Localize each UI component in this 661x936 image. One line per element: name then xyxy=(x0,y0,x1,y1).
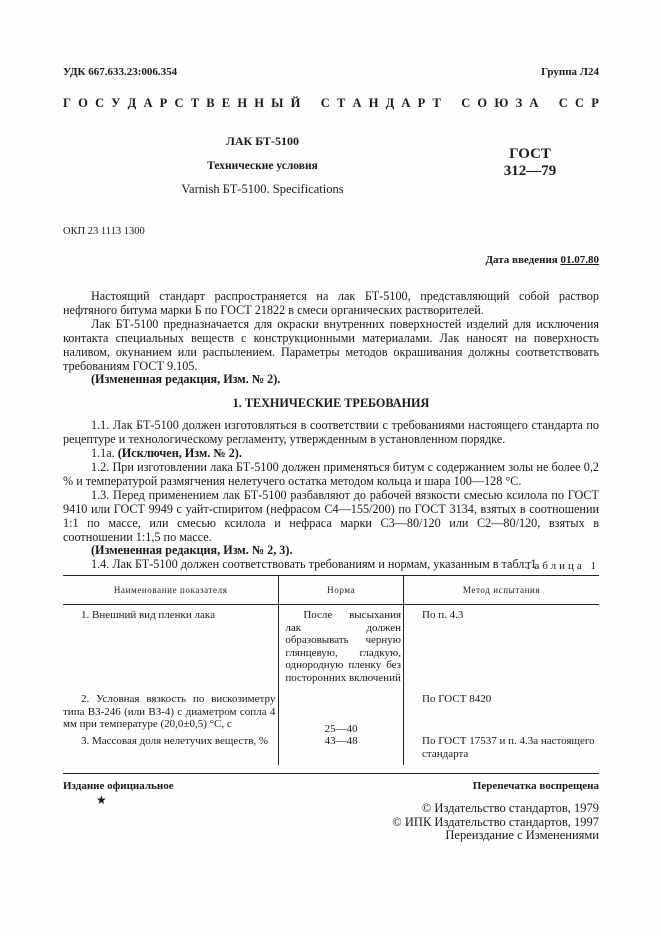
state-standard-letter: С xyxy=(461,96,471,110)
table-row xyxy=(63,735,599,765)
state-standard-letter: С xyxy=(558,96,568,110)
gost-label: ГОСТ xyxy=(509,146,551,162)
state-standard-letter: У xyxy=(111,96,121,110)
state-standard-letter: З xyxy=(515,96,523,110)
table-header-norm: Норма xyxy=(279,576,404,605)
state-standard-letter: А xyxy=(401,96,411,110)
reissue-note: Переиздание с Изменениями xyxy=(445,828,599,842)
clause-1-4: 1.4. Лак БТ-5100 должен соответствовать требованиям и нормам, указанным в табл. 1. xyxy=(91,557,540,572)
table-label: Таблица 1 xyxy=(524,560,599,572)
table-cell-indicator: 2. Условная вязкость по вискозиметру типа ВЗ-246 (или ВЗ-4) с диаметром сопла 4 мм при температуре (20,0±0,5) °С, с xyxy=(63,693,276,730)
state-standard-letter: О xyxy=(78,96,88,110)
state-standard-letter: А xyxy=(352,96,362,110)
state-standard-letter: Ы xyxy=(271,96,284,110)
table-row xyxy=(63,605,599,694)
state-standard-letter: А xyxy=(143,96,153,110)
table-header-indicator: Наименование показателя xyxy=(63,576,279,605)
table-header-method: Метод испытания xyxy=(404,576,599,605)
section-heading: 1. ТЕХНИЧЕСКИЕ ТРЕБОВАНИЯ xyxy=(232,396,430,411)
state-standard-letter: Н xyxy=(254,96,264,110)
group-code: Группа Л24 xyxy=(541,66,599,78)
state-standard-heading xyxy=(63,96,599,111)
clause-1-1a-excluded: (Исключен, Изм. № 2). xyxy=(117,446,242,461)
state-standard-letter: Т xyxy=(190,96,200,110)
table-cell-indicator: 3. Массовая доля нелетучих веществ, % xyxy=(81,735,269,747)
document-body xyxy=(63,290,599,572)
state-standard-letter: О xyxy=(477,96,488,110)
copyright-block xyxy=(392,802,599,843)
table-row xyxy=(63,693,599,735)
document-title-english: Varnish БТ-5100. Specifications xyxy=(181,182,344,196)
clause-1-2: 1.2. При изготовлении лака БТ-5100 должен применяться битум с содержанием золы не более 0,2 % и температурой размягчения нелетучего остатка методом кольца и шара 100—128 °С. xyxy=(63,459,599,488)
introduction-date xyxy=(485,254,599,266)
table-cell-method: По п. 4.3 xyxy=(404,605,599,694)
state-standard-letter: Т xyxy=(336,96,346,110)
clause-1-3: 1.3. Перед применением лак БТ-5100 разбавляют до рабочей вязкости смесью ксилола по ГОСТ 9410 или ГОСТ 9949 с уайт-спиритом (нефрасом С4—155/200) по ГОСТ 3134, взятых в соотношении 1:1 по массе, или смесью ксилола и нефраса марки С3—80/120 или С2—80/120, взятых в соотношении 1:1,5 по массе. xyxy=(63,487,599,544)
introduction-date-label: Дата введения xyxy=(485,254,561,266)
state-standard-letter: Й xyxy=(290,96,301,110)
document-title: ЛАК БТ-5100 xyxy=(225,134,300,148)
table-bottom-rule xyxy=(63,773,599,774)
state-standard-letter xyxy=(546,96,552,111)
state-standard-letter: Н xyxy=(237,96,248,110)
revision-note: (Измененная редакция, Изм. № 2). xyxy=(91,372,281,387)
paragraph-purpose: Лак БТ-5100 предназначается для окраски внутренних поверхностей изделий для исключения контакта специальных веществ с конструкционными материалами. Лак наносят на поверхность наливом, окунанием или распылением. Параметры методов окрашивания должны соответствовать требованиям ГОСТ 9.105. xyxy=(63,316,599,373)
introduction-date-value: 01.07.80 xyxy=(560,254,599,266)
table-cell-norm: 43—48 xyxy=(279,735,404,765)
clause-1-1: 1.1. Лак БТ-5100 должен изготовляться в соответствии с требованиями настоящего стандарта по рецептуре и технологическому регламенту, утвержденным в установленном порядке. xyxy=(63,418,599,447)
revision-note: (Измененная редакция, Изм. № 2, 3). xyxy=(91,543,293,558)
state-standard-letter: Г xyxy=(63,96,71,110)
gost-code: 312—79 xyxy=(503,163,557,179)
state-standard-letter: В xyxy=(206,96,215,110)
state-standard-letter: Т xyxy=(432,96,441,110)
official-edition-label: Издание официальное xyxy=(63,780,174,792)
state-standard-letter: С xyxy=(95,96,105,110)
state-standard-letter: Ю xyxy=(494,96,509,110)
udk-code: УДК 667.633.23:006.354 xyxy=(63,66,178,78)
copyright-1979: © Издательство стандартов, 1979 xyxy=(421,801,599,815)
state-standard-letter: Д xyxy=(127,96,137,110)
state-standard-letter: Р xyxy=(591,96,599,110)
state-standard-letter: С xyxy=(575,96,585,110)
state-standard-letter: Е xyxy=(221,96,231,110)
paragraph-scope: Настоящий стандарт распространяется на лак БТ-5100, представляющий собой раствор нефтяного битума марки Б по ГОСТ 21822 в смеси органических растворителей. xyxy=(63,289,599,317)
clause-1-1a xyxy=(63,447,599,461)
copyright-1997: © ИПК Издательство стандартов, 1997 xyxy=(392,814,599,829)
table-cell-norm: После высыхания лак должен образовывать черную глянцевую, гладкую, однородную пленку без посторонних включений xyxy=(279,605,404,694)
state-standard-letter xyxy=(448,96,454,111)
state-standard-letter: Д xyxy=(385,96,395,110)
table-cell-method: По ГОСТ 17537 и п. 4.3а настоящего стандарта xyxy=(404,735,599,765)
okp-code: ОКП 23 1113 1300 xyxy=(63,226,145,237)
gost-number xyxy=(500,146,560,180)
star-icon: ★ xyxy=(96,793,107,807)
state-standard-letter: Р xyxy=(417,96,426,110)
state-standard-letter: С xyxy=(174,96,184,110)
document-subtitle: Технические условия xyxy=(207,160,318,172)
clause-1-1a-number: 1.1а. xyxy=(91,446,118,461)
requirements-table xyxy=(63,575,599,765)
table-cell-indicator: 1. Внешний вид пленки лака xyxy=(81,609,215,621)
state-standard-letter: С xyxy=(320,96,330,110)
state-standard-letter: А xyxy=(529,96,539,110)
table-cell-method: По ГОСТ 8420 xyxy=(404,693,599,735)
state-standard-letter: Р xyxy=(159,96,168,110)
state-standard-letter xyxy=(308,96,314,111)
state-standard-letter: Н xyxy=(368,96,379,110)
table-cell-norm: 25—40 xyxy=(279,693,404,735)
reprint-prohibited-label: Перепечатка воспрещена xyxy=(472,780,599,792)
